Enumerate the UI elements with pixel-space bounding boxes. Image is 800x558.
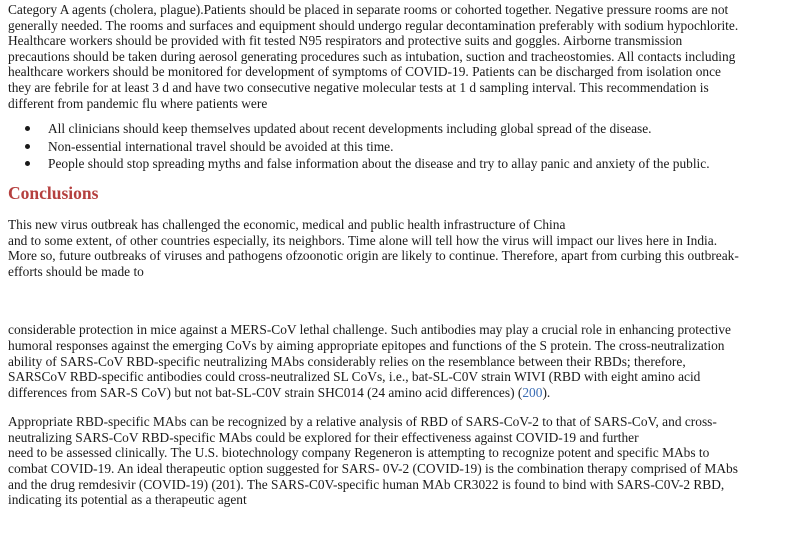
bullet-icon	[25, 144, 30, 149]
paragraph-line: indicating its potential as a therapeutic agent	[8, 492, 247, 508]
paragraph-line: This new virus outbreak has challenged the economic, medical and public health infrastructure of China	[8, 216, 566, 232]
list-item-text: All clinicians should keep themselves updated about recent developments including global spread of the disease.	[48, 121, 652, 137]
paragraph-line: healthcare workers should be monitored for development of symptoms of COVID-19. Patients can be discharged from isolation once	[8, 64, 721, 80]
list-item-text: People should stop spreading myths and false information about the disease and try to allay panic and anxiety of the public.	[48, 156, 710, 172]
paragraph-line-text: differences from SAR-S CoV) but not bat-SL-C0V strain SHC014 (24 amino acid differences) (	[8, 384, 523, 400]
document-page	[8, 2, 788, 508]
bullet-icon	[25, 161, 30, 166]
list-item	[8, 139, 788, 155]
paragraph-line: generally needed. The rooms and surfaces and equipment should undergo regular decontamination preferably with sodium hypochlorite.	[8, 17, 739, 33]
paragraph-line-end: ).	[542, 384, 551, 400]
rbd-paragraph	[8, 414, 788, 508]
paragraph-line: efforts should be made to	[8, 263, 144, 279]
paragraph-line: ability of SARS-CoV RBD-specific neutralizing MAbs considerably relies on the resemblance between their RBDs; therefore,	[8, 353, 686, 369]
paragraph-line: need to be assessed clinically. The U.S. biotechnology company Regeneron is attempting to recognize potent and specific MAbs to	[8, 445, 710, 461]
paragraph-line: different from pandemic flu where patients were	[8, 95, 268, 111]
paragraph-line: More so, future outbreaks of viruses and pathogens ofzoonotic origin are likely to continue. Therefore, apart from curbing this outbreak-	[8, 248, 739, 264]
paragraph-line: Appropriate RBD-specific MAbs can be recognized by a relative analysis of RBD of SARS-CoV-2 to that of SARS-CoV, and cross-	[8, 414, 717, 430]
paragraph-line: they are febrile for at least 3 d and have two consecutive negative molecular tests at 1 d sampling interval. This recommendation is	[8, 79, 709, 95]
reference-link[interactable]: 200	[522, 384, 543, 400]
paragraph-line: and the drug remdesivir (COVID-19) (201). The SARS-C0V-specific human MAb CR3022 is found to bind with SARS-C0V-2 RBD,	[8, 476, 725, 492]
paragraph-line: considerable protection in mice against a MERS-CoV lethal challenge. Such antibodies may play a crucial role in enhancing protective	[8, 322, 731, 338]
paragraph-line	[8, 385, 788, 401]
paragraph-line: Healthcare workers should be provided with fit tested N95 respirators and protective suits and goggles. Airborne transmission	[8, 33, 683, 49]
recommendation-list	[8, 121, 788, 172]
paragraph-line: combat COVID-19. An ideal therapeutic option suggested for SARS- 0V-2 (COVID-19) is the combination therapy comprised of MAbs	[8, 461, 738, 477]
list-item	[8, 121, 788, 137]
list-item	[8, 156, 788, 172]
paragraph-line: humoral responses against the emerging CoVs by aiming appropriate epitopes and functions of the S protein. The cross-neutralization	[8, 337, 725, 353]
paragraph-line: SARSCoV RBD-specific antibodies could cross-neutralized SL CoVs, i.e., bat-SL-C0V strain WIVI (RBD with eight amino acid	[8, 369, 701, 385]
bullet-icon	[25, 126, 30, 131]
intro-paragraph	[8, 2, 788, 111]
conclusions-heading: Conclusions	[8, 182, 99, 203]
conclusions-paragraph	[8, 217, 788, 279]
antibody-paragraph	[8, 322, 788, 400]
paragraph-line: neutralizing SARS-CoV RBD-specific MAbs could be explored for their effectiveness against COVID-19 and further	[8, 429, 639, 445]
paragraph-line: and to some extent, of other countries especially, its neighbors. Time alone will tell how the virus will impact our lives here in India.	[8, 232, 718, 248]
paragraph-line: Category A agents (cholera, plague).Patients should be placed in separate rooms or cohorted together. Negative pressure rooms are not	[8, 2, 729, 17]
paragraph-line: precautions should be taken during aerosol generating procedures such as intubation, suction and tracheostomies. All contacts including	[8, 48, 736, 64]
list-item-text: Non-essential international travel should be avoided at this time.	[48, 138, 394, 154]
